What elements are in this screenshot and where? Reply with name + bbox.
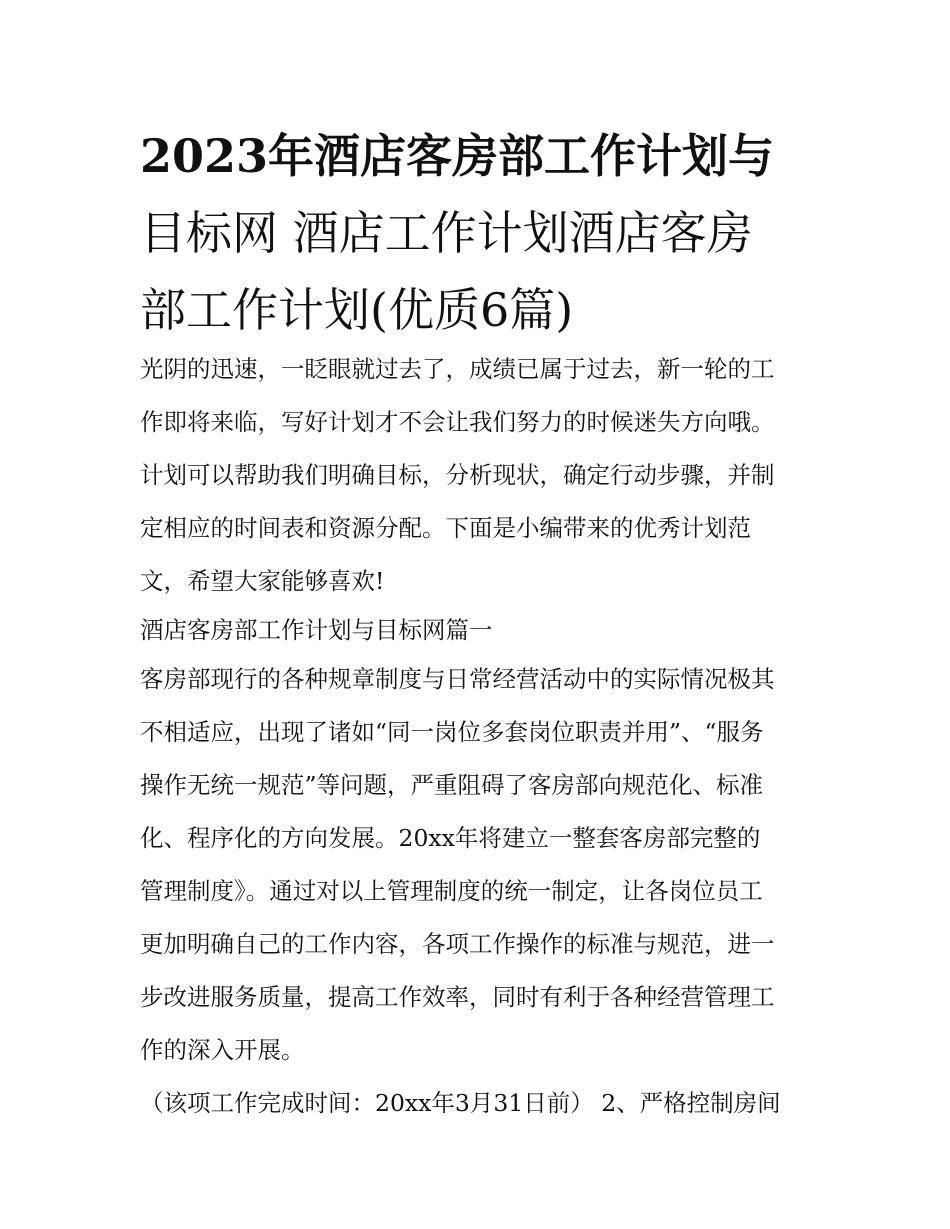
body-line: 作的深入开展。 [140, 1036, 305, 1064]
document-title [140, 118, 820, 349]
body-line: （该项工作完成时间：20xx年3月31日前） 2、严格控制房间 [140, 1089, 781, 1117]
title-line: 2023年酒店客房部工作计划与 [140, 129, 775, 183]
body-line: 不相适应，出现了诸如“同一岗位多套岗位职责并用”、“服务 [140, 718, 764, 746]
title-line: 目标网 酒店工作计划酒店客房 [140, 206, 753, 260]
body-line: 计划可以帮助我们明确目标，分析现状，确定行动步骤，并制 [140, 461, 775, 489]
body-line: 管理制度》。通过对以上管理制度的统一制定，让各岗位员工 [140, 877, 763, 905]
section-heading: 酒店客房部工作计划与目标网篇一 [140, 616, 493, 644]
body-line: 客房部现行的各种规章制度与日常经营活动中的实际情况极其 [140, 665, 775, 693]
body-line: 定相应的时间表和资源分配。下面是小编带来的优秀计划范 [140, 514, 751, 542]
body-line: 化、程序化的方向发展。20xx年将建立一整套客房部完整的 [140, 824, 761, 852]
body-line: 文，希望大家能够喜欢! [140, 567, 385, 595]
document-body [140, 356, 830, 1116]
body-line: 操作无统一规范”等问题，严重阻碍了客房部向规范化、标准 [140, 771, 764, 799]
body-line: 更加明确自己的工作内容，各项工作操作的标准与规范，进一 [140, 930, 775, 958]
body-line: 步改进服务质量，提高工作效率，同时有利于各种经营管理工 [140, 983, 775, 1011]
title-line: 部工作计划(优质6篇) [140, 283, 574, 337]
body-line: 作即将来临，写好计划才不会让我们努力的时候迷失方向哦。 [140, 408, 775, 436]
body-line: 光阴的迅速，一眨眼就过去了，成绩已属于过去，新一轮的工 [140, 355, 775, 383]
